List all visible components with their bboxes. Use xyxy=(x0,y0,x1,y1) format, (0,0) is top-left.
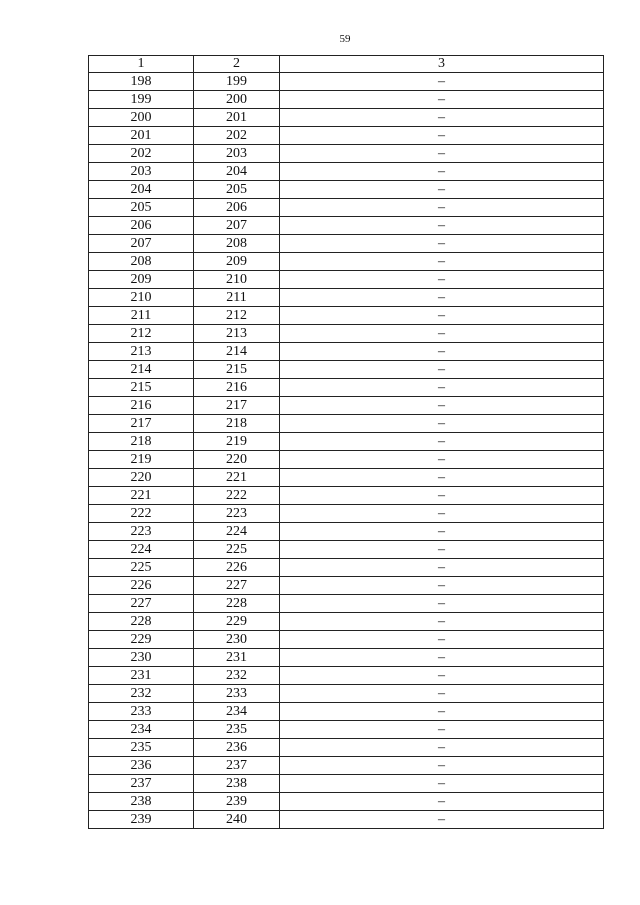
table-cell: – xyxy=(280,127,604,145)
table-row xyxy=(89,757,604,775)
table-cell: 207 xyxy=(194,217,280,235)
table-cell: 238 xyxy=(89,793,194,811)
table-cell: 211 xyxy=(89,307,194,325)
table-row xyxy=(89,271,604,289)
table-cell: 236 xyxy=(89,757,194,775)
table-row xyxy=(89,559,604,577)
table-cell: 212 xyxy=(194,307,280,325)
column-header: 2 xyxy=(194,56,280,73)
table-cell: – xyxy=(280,307,604,325)
table-cell: 234 xyxy=(194,703,280,721)
page-number: 59 xyxy=(339,33,351,45)
table-row xyxy=(89,325,604,343)
table-row xyxy=(89,541,604,559)
table-row xyxy=(89,181,604,199)
table-cell: – xyxy=(280,361,604,379)
table-cell: 201 xyxy=(194,109,280,127)
table-cell: 213 xyxy=(194,325,280,343)
table-cell: – xyxy=(280,451,604,469)
table-row xyxy=(89,793,604,811)
table-cell: – xyxy=(280,469,604,487)
table-row xyxy=(89,739,604,757)
table-row xyxy=(89,505,604,523)
table-cell: 203 xyxy=(89,163,194,181)
table-cell: – xyxy=(280,235,604,253)
table-cell: 216 xyxy=(194,379,280,397)
table-cell: 214 xyxy=(194,343,280,361)
table-row xyxy=(89,397,604,415)
table-cell: 237 xyxy=(89,775,194,793)
table-cell: – xyxy=(280,253,604,271)
table-header-row xyxy=(89,56,604,73)
table-row xyxy=(89,415,604,433)
table-cell: 233 xyxy=(194,685,280,703)
data-table xyxy=(88,55,604,829)
table-cell: – xyxy=(280,109,604,127)
table-cell: 222 xyxy=(89,505,194,523)
table-row xyxy=(89,379,604,397)
table-row xyxy=(89,703,604,721)
table-cell: – xyxy=(280,703,604,721)
table-cell: 226 xyxy=(194,559,280,577)
table-cell: – xyxy=(280,595,604,613)
table-cell: 224 xyxy=(89,541,194,559)
table-cell: 223 xyxy=(194,505,280,523)
table-cell: 235 xyxy=(194,721,280,739)
table-cell: – xyxy=(280,271,604,289)
table-cell: 227 xyxy=(89,595,194,613)
table-cell: 228 xyxy=(89,613,194,631)
table-cell: 214 xyxy=(89,361,194,379)
table-cell: 206 xyxy=(89,217,194,235)
table-cell: 209 xyxy=(194,253,280,271)
table-cell: 212 xyxy=(89,325,194,343)
table-cell: – xyxy=(280,649,604,667)
table-cell: 215 xyxy=(89,379,194,397)
table-row xyxy=(89,577,604,595)
table-cell: – xyxy=(280,757,604,775)
table-cell: – xyxy=(280,433,604,451)
table-cell: 223 xyxy=(89,523,194,541)
table-row xyxy=(89,667,604,685)
table-cell: – xyxy=(280,523,604,541)
table-cell: 224 xyxy=(194,523,280,541)
table-cell: 230 xyxy=(194,631,280,649)
table-cell: 227 xyxy=(194,577,280,595)
table-cell: 232 xyxy=(194,667,280,685)
table-cell: – xyxy=(280,793,604,811)
table-cell: 231 xyxy=(194,649,280,667)
table-row xyxy=(89,523,604,541)
table-row xyxy=(89,343,604,361)
table-cell: 221 xyxy=(89,487,194,505)
table-row xyxy=(89,433,604,451)
table-cell: – xyxy=(280,505,604,523)
table-cell: 216 xyxy=(89,397,194,415)
table-cell: 238 xyxy=(194,775,280,793)
table-cell: 199 xyxy=(89,91,194,109)
table-cell: 210 xyxy=(194,271,280,289)
table-cell: – xyxy=(280,739,604,757)
table-row xyxy=(89,685,604,703)
table-cell: 226 xyxy=(89,577,194,595)
table-cell: – xyxy=(280,631,604,649)
table-row xyxy=(89,361,604,379)
table-row xyxy=(89,253,604,271)
table-cell: 215 xyxy=(194,361,280,379)
table-row xyxy=(89,163,604,181)
table-row xyxy=(89,451,604,469)
table-cell: 201 xyxy=(89,127,194,145)
table-cell: – xyxy=(280,667,604,685)
table-row xyxy=(89,631,604,649)
table-cell: – xyxy=(280,181,604,199)
table-body xyxy=(89,56,604,829)
table-cell: 221 xyxy=(194,469,280,487)
table-cell: – xyxy=(280,145,604,163)
table-row xyxy=(89,811,604,829)
table-row xyxy=(89,307,604,325)
table-cell: – xyxy=(280,73,604,91)
table-cell: – xyxy=(280,199,604,217)
table-cell: 207 xyxy=(89,235,194,253)
table-cell: 218 xyxy=(194,415,280,433)
table-row xyxy=(89,775,604,793)
table-cell: 232 xyxy=(89,685,194,703)
table-cell: 211 xyxy=(194,289,280,307)
table-cell: – xyxy=(280,289,604,307)
column-header: 3 xyxy=(280,56,604,73)
table-row xyxy=(89,721,604,739)
table-cell: 209 xyxy=(89,271,194,289)
table-cell: – xyxy=(280,721,604,739)
table-cell: 239 xyxy=(194,793,280,811)
table-cell: – xyxy=(280,217,604,235)
table-row xyxy=(89,613,604,631)
table-cell: 217 xyxy=(194,397,280,415)
table-cell: 220 xyxy=(89,469,194,487)
table-cell: – xyxy=(280,775,604,793)
table-cell: 228 xyxy=(194,595,280,613)
table-cell: 205 xyxy=(194,181,280,199)
table-cell: – xyxy=(280,397,604,415)
table-row xyxy=(89,217,604,235)
table-cell: – xyxy=(280,487,604,505)
table-cell: 208 xyxy=(89,253,194,271)
table-cell: 206 xyxy=(194,199,280,217)
table-cell: – xyxy=(280,91,604,109)
table-cell: 200 xyxy=(89,109,194,127)
table-cell: 205 xyxy=(89,199,194,217)
table-cell: 236 xyxy=(194,739,280,757)
table-cell: 204 xyxy=(194,163,280,181)
table-row xyxy=(89,235,604,253)
table-cell: 200 xyxy=(194,91,280,109)
table-row xyxy=(89,289,604,307)
table-cell: 213 xyxy=(89,343,194,361)
table-cell: 234 xyxy=(89,721,194,739)
table-row xyxy=(89,127,604,145)
table-cell: – xyxy=(280,685,604,703)
table-row xyxy=(89,145,604,163)
table-cell: – xyxy=(280,577,604,595)
table-cell: – xyxy=(280,613,604,631)
table-cell: 229 xyxy=(194,613,280,631)
table-cell: 204 xyxy=(89,181,194,199)
table-cell: – xyxy=(280,343,604,361)
table-cell: 239 xyxy=(89,811,194,829)
table-row xyxy=(89,487,604,505)
table-cell: 203 xyxy=(194,145,280,163)
table-cell: 220 xyxy=(194,451,280,469)
table-cell: – xyxy=(280,163,604,181)
table-cell: – xyxy=(280,541,604,559)
table-row xyxy=(89,649,604,667)
table-cell: 217 xyxy=(89,415,194,433)
table-cell: – xyxy=(280,811,604,829)
table-cell: – xyxy=(280,379,604,397)
table-cell: 219 xyxy=(89,451,194,469)
column-header: 1 xyxy=(89,56,194,73)
table-row xyxy=(89,199,604,217)
table-cell: 218 xyxy=(89,433,194,451)
table-cell: 219 xyxy=(194,433,280,451)
table-cell: 231 xyxy=(89,667,194,685)
table-cell: 237 xyxy=(194,757,280,775)
table-row xyxy=(89,109,604,127)
table-cell: 225 xyxy=(194,541,280,559)
table-cell: 202 xyxy=(194,127,280,145)
table-cell: – xyxy=(280,325,604,343)
table-cell: 230 xyxy=(89,649,194,667)
table-cell: 208 xyxy=(194,235,280,253)
table-cell: 240 xyxy=(194,811,280,829)
table-cell: – xyxy=(280,559,604,577)
table-row xyxy=(89,73,604,91)
table-cell: 199 xyxy=(194,73,280,91)
table-cell: 235 xyxy=(89,739,194,757)
table-row xyxy=(89,91,604,109)
table-cell: 222 xyxy=(194,487,280,505)
table-cell: 210 xyxy=(89,289,194,307)
table-cell: 198 xyxy=(89,73,194,91)
table-row xyxy=(89,595,604,613)
table-cell: – xyxy=(280,415,604,433)
table-cell: 202 xyxy=(89,145,194,163)
table-cell: 229 xyxy=(89,631,194,649)
table-row xyxy=(89,469,604,487)
table-cell: 233 xyxy=(89,703,194,721)
table-cell: 225 xyxy=(89,559,194,577)
